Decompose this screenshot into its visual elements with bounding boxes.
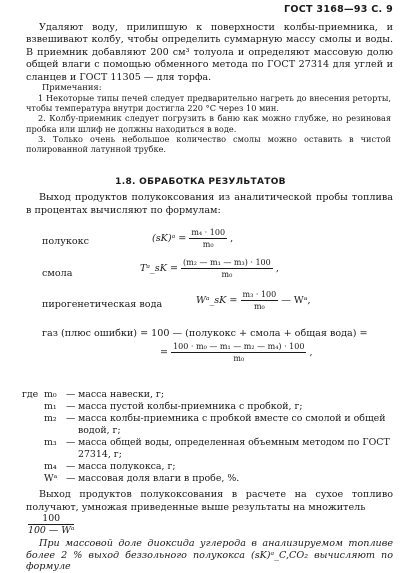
formula-tail: , xyxy=(309,347,313,358)
fraction-numerator: 100 · m₀ — m₁ — m₂ — m₄) · 100 xyxy=(173,342,305,351)
legend-symbol: m₁ xyxy=(44,401,57,412)
fraction-denominator: 100 — Wᵃ xyxy=(28,525,75,536)
formula-lhs: Tᵃ_sK = xyxy=(140,263,178,274)
formula-gaz-line1: газ (плюс ошибки) = 100 — (полукокс + смола + общая вода) = xyxy=(42,328,368,339)
fraction-numerator: m₃ · 100 xyxy=(242,290,277,299)
formula-voda xyxy=(196,290,311,311)
formula-polukoks xyxy=(152,228,233,249)
conversion-factor xyxy=(28,513,74,536)
legend-symbol: m₀ xyxy=(44,389,57,400)
legend-symbol: m₃ xyxy=(44,437,57,448)
formula-smola xyxy=(140,258,279,279)
legend-text: масса полукокса, г; xyxy=(78,461,176,472)
intro-paragraph: Удаляют воду, прилипшую к поверхности колбы-приемника, и взвешивают колбу, чтобы определить суммарную массу смолы и воды. В приемник добавляют 200 см³ толуола и определяют массовую долю общей влаги с помощью обменного метода по ГОСТ 27314 для углей и сланцев и ГОСТ 11305 — для торфа. xyxy=(26,22,393,83)
formula-lhs: (sK)ᵃ = xyxy=(152,233,187,244)
notes-list xyxy=(26,93,391,154)
fraction-denominator: m₀ xyxy=(253,302,265,311)
legend-where: где xyxy=(22,389,39,400)
formula-label-voda: пирогенетическая вода xyxy=(42,299,163,310)
document-page: ГОСТ 3168—93 С. 9 Удаляют воду, прилипшую к поверхности колбы-приемника, и взвешивают колбу, чтобы определить суммарную массу смолы и воды. В приемник добавляют 200 см³ толуола и определяют массовую долю общей влаги с помощью обменного метода по ГОСТ 27314 для углей и сланцев и ГОСТ 11305 — для торфа. Примечания: 1 Некоторые типы печей следует предварительно нагреть до внесения реторты, чтобы температура внутри достигла 220 °С через 10 мин. 2. Колбу-приемник следует погрузить в баню как можно глубже, но резиновая пробка или шлиф не должны находиться в воде. 3. Только очень небольшое количество смолы можно оставить в чистой полированной латунной трубке. 1.8. ОБРАБОТКА РЕЗУЛЬТАТОВ Выход продуктов полукоксования из аналитической пробы топлива в процентах вычисляют по формулам: полукокс (sK)ᵃ = $\frac{\text{m₄ · 100}}{\text{m₀}}$ , смола Tᵃ_sK = $\frac{\text{(m₂ — m₁ — m₃) · 100}}{\text{m₀}}$ , пирогенетическая вода Wᵃ_sK = $\frac{\text{m₃ · 100}}{\text{m₀}}$ — Wᵃ, газ (плюс ошибки) = 100 — (полукокс + смола + общая вода) = = $\frac{\text{100 · m₀ — m₁ — m₂ — m₄) · 100}}{\text{m₀}}$ , где m₀ — масса навески, г; m₁ — масса пустой колбы-приемника с пробкой, г; m₂ — масса колбы-приемника с пробкой вместе со смолой и общей водой, г; m₃ — масса общей воды, определенная объемным методом по ГОСТ 27314, г; m₄ — масса полукокса, г; Wᵃ — массовая доля влаги в пробе, %. Выход продуктов полукоксования в расчете на сухое топливо получают, умножая приведенные выше результаты на множитель $\frac{100}{\text{100 — Wᵃ}}$ При массовой доле диоксида углерода в анализируемом топливе более 2 % выход беззольного полукокса (sK)ᵃ_C,CO₂ вычисляют по формуле xyxy=(0,0,401,561)
formula-prefix: = xyxy=(160,347,172,358)
note-item: 3. Только очень небольшое количество смолы можно оставить в чистой полированной латунной трубке. xyxy=(26,133,391,155)
fraction-denominator: m₀ xyxy=(233,354,245,363)
legend-text: масса колбы-приемника с пробкой вместе со смолой и общей водой, г; xyxy=(78,413,386,437)
fraction-numerator: 100 xyxy=(28,513,74,525)
fraction-numerator: (m₂ — m₁ — m₃) · 100 xyxy=(183,258,271,267)
formula-label-polukoks: полукокс xyxy=(42,236,90,247)
note-item: 2. Колбу-приемник следует погрузить в баню как можно глубже, но резиновая пробка или шлиф не должны находиться в воде. xyxy=(26,113,391,134)
conversion-paragraph: Выход продуктов полукоксования в расчете на сухое топливо получают, умножая приведенные выше результаты на множитель xyxy=(26,489,393,513)
fraction xyxy=(171,342,306,363)
legend-text: массовая доля влаги в пробе, %. xyxy=(78,473,240,484)
legend-text: масса пустой колбы-приемника с пробкой, г; xyxy=(78,401,303,412)
formula-tail: , xyxy=(230,233,234,244)
fraction xyxy=(241,290,279,311)
formula-tail: , xyxy=(275,263,279,274)
legend-symbol: m₂ xyxy=(44,413,57,424)
formula-gaz xyxy=(160,342,313,363)
notes-heading: Примечания: xyxy=(42,82,102,92)
formula-tail: — Wᵃ, xyxy=(281,295,311,306)
note-item: 1 Некоторые типы печей следует предварительно нагреть до внесения реторты, чтобы температура внутри достигла 220 °С через 10 мин. xyxy=(26,93,391,114)
closing-paragraph: При массовой доле диоксида углерода в анализируемом топливе более 2 % выход беззольного полукокса (sK)ᵃ_C,CO₂ вычисляют по формуле xyxy=(26,538,393,573)
fraction-denominator: m₀ xyxy=(221,270,233,279)
formula-label-smola: смола xyxy=(42,268,73,279)
formula-lhs: Wᵃ_sK = xyxy=(196,295,238,306)
fraction-denominator: m₀ xyxy=(202,240,214,249)
legend-text: масса навески, г; xyxy=(78,389,165,400)
legend-symbol: m₄ xyxy=(44,461,57,472)
fraction xyxy=(189,228,227,249)
fraction xyxy=(181,258,273,279)
section-title: 1.8. ОБРАБОТКА РЕЗУЛЬТАТОВ xyxy=(115,177,286,187)
legend-text: масса общей воды, определенная объемным методом по ГОСТ 27314, г; xyxy=(78,437,390,461)
fraction-numerator: m₄ · 100 xyxy=(191,228,226,237)
results-intro: Выход продуктов полукоксования из аналитической пробы топлива в процентах вычисляют по формулам: xyxy=(26,192,393,216)
legend-symbol: Wᵃ xyxy=(44,473,58,484)
page-header: ГОСТ 3168—93 С. 9 xyxy=(284,4,393,15)
